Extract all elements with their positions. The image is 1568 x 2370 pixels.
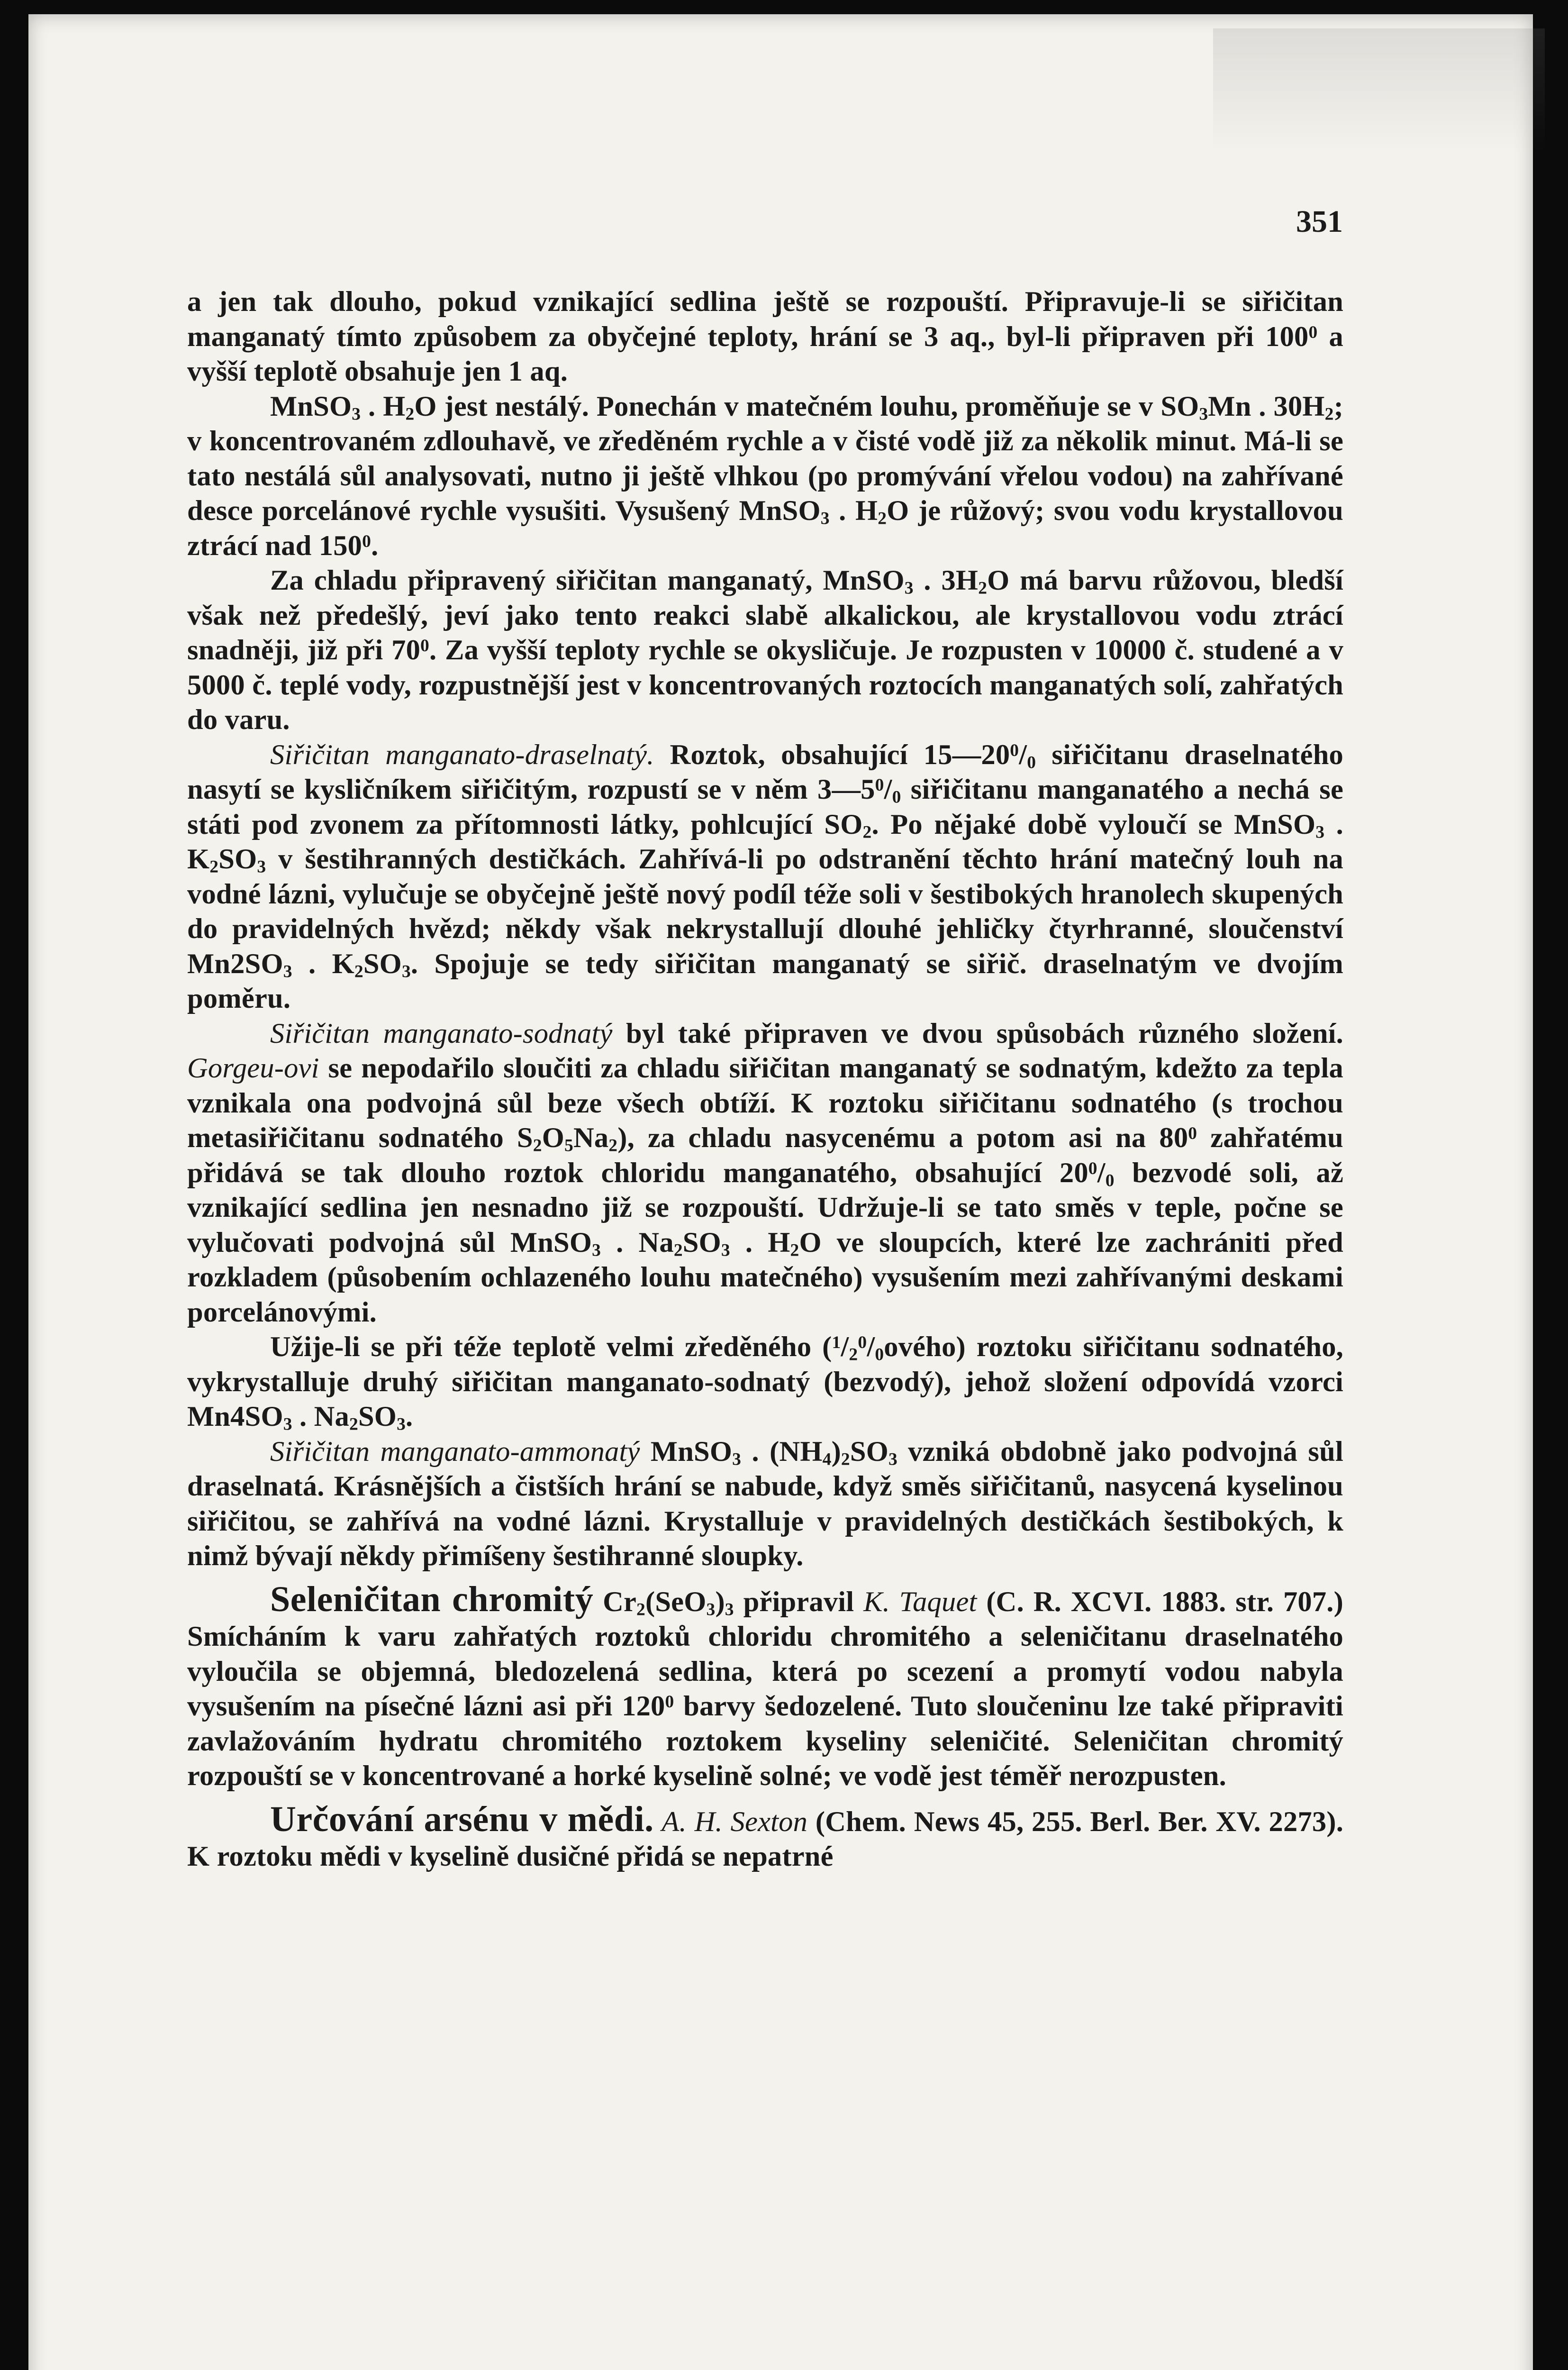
- subscript: 3: [283, 961, 292, 981]
- superscript: 0: [362, 531, 372, 551]
- subscript: 0: [875, 1345, 884, 1365]
- subscript: 2: [209, 857, 219, 877]
- italic-text: A. H. Sexton: [662, 1805, 808, 1838]
- subscript: 3: [257, 857, 266, 877]
- section-heading: Seleničitan chromitý: [270, 1579, 594, 1619]
- text-run: /: [1019, 738, 1027, 771]
- paragraph-p2: [187, 389, 1343, 564]
- subscript: 3: [888, 1449, 897, 1469]
- subscript: 2: [354, 961, 363, 981]
- body-text: [187, 284, 1343, 1874]
- subscript: 3: [732, 1449, 742, 1469]
- text-run: MnSO: [270, 390, 352, 422]
- text-run: . K: [187, 808, 1343, 875]
- subscript: 2: [405, 404, 415, 424]
- subscript: 2: [790, 1240, 799, 1260]
- text-run: ; v koncentrovaném zdlouhavě, ve zředěném rychle a v čisté vodě již za několik minut. Má-li se tato nestálá sůl analysovati, nutno ji ještě vlhkou (po promývání vřelou vodou) na zahřívané desce porcelánové rychle vysušiti. Vysušený MnSO: [187, 390, 1343, 527]
- paragraph-p4: [187, 738, 1343, 1016]
- paragraph-p7: [187, 1434, 1343, 1574]
- text-run: /: [867, 1331, 875, 1363]
- text-run: ): [831, 1435, 841, 1468]
- text-run: (C. R. XCVI. 1883. str. 707.) Smícháním k varu zahřatých roztoků chloridu chromitého a seleničitanu draselnatého vyloučila se objemná, bledozelená sedlina, která po scezení a promytí vodou nabyla vysušením na písečné lázni asi při 120: [187, 1586, 1343, 1722]
- subscript: 3: [725, 1599, 734, 1619]
- subscript: 3: [401, 961, 411, 981]
- italic-text: Siřičitan manganato-sodnatý: [270, 1017, 613, 1049]
- text-run: (SeO: [645, 1586, 707, 1618]
- text-run: MnSO: [640, 1435, 733, 1468]
- scan-smudge: [1213, 28, 1545, 152]
- subscript: 3: [352, 404, 361, 424]
- superscript: 0: [1088, 1158, 1097, 1178]
- paragraph-p1: [187, 284, 1343, 389]
- text-run: . Za vyšší teploty rychle se okysličuje. Je rozpusten v 10000 č. studené a v 5000 č. teplé vody, rozpustnější jest v koncentrovaných roztocích manganatých solí, zahřatých do varu.: [187, 634, 1343, 736]
- subscript: 2: [849, 1345, 858, 1365]
- subscript: 2: [533, 1136, 542, 1156]
- text-run: . K: [292, 948, 354, 980]
- text-run: siřičitanu draselnatého nasytí se kysličníkem siřičitým, rozpustí se v něm 3—5: [187, 738, 1343, 805]
- text-run: se nepodařilo sloučiti za chladu siřičitan manganatý se sodnatým, kdežto za tepla vznikala ona podvojná sůl beze všech obtíží. K roztoku siřičitanu sodnatého (s trochou metasiřičitanu sodnatého S: [187, 1052, 1343, 1154]
- subscript: 3: [904, 578, 914, 598]
- text-run: O jest nestálý. Ponechán v matečném louhu, proměňuje se v SO: [414, 390, 1199, 422]
- text-run: ), za chladu nasycenému a potom asi na 80: [617, 1122, 1188, 1154]
- subscript: 4: [822, 1449, 832, 1469]
- text-run: Užije-li se při téže teplotě velmi zředěného (: [270, 1331, 832, 1363]
- subscript: 5: [564, 1136, 573, 1156]
- text-run: O má barvu růžovou, bledší však než předešlý, jeví jako tento reakci slabě alkalickou, ale krystallovou vodu ztrácí snadněji, již při 70: [187, 565, 1344, 666]
- text-run: /: [841, 1331, 849, 1363]
- text-run: Za chladu připravený siřičitan manganatý, MnSO: [270, 565, 905, 596]
- superscript: 1: [832, 1333, 841, 1353]
- text-run: . H: [361, 390, 406, 422]
- page-number: 351: [1296, 204, 1343, 239]
- text-run: ): [715, 1586, 725, 1618]
- text-run: barvy šedozelené. Tuto sloučeninu lze také připraviti zavlažováním hydratu chromitého roztokem kyseliny seleničité. Seleničitan chromitý rozpouští se v koncentrované a horké kyselině solné; ve vodě jest téměř nerozpusten.: [187, 1690, 1343, 1792]
- paragraph-p9: [187, 1799, 1344, 1874]
- text-run: . Spojuje se tedy siřičitan manganatý se siřič. draselnatým ve dvojím poměru.: [187, 948, 1343, 1014]
- text-run: (Chem. News 45, 255. Berl. Ber. XV. 2273). K roztoku mědi v kyselině dusičné přidá se nepatrné: [187, 1805, 1344, 1872]
- text-run: Cr: [593, 1586, 637, 1618]
- section-heading: Určování arsénu v mědi.: [270, 1799, 654, 1839]
- subscript: 2: [1324, 404, 1334, 424]
- text-run: O je růžový; svou vodu krystallovou ztrácí nad 150: [187, 495, 1343, 562]
- text-run: . (NH: [741, 1435, 823, 1468]
- superscript: 0: [420, 636, 429, 656]
- paragraph-p8: [187, 1579, 1343, 1794]
- superscript: 0: [875, 775, 884, 795]
- subscript: 0: [1027, 752, 1036, 772]
- text-run: SO: [682, 1226, 721, 1258]
- text-run: ového) roztoku siřičitanu sodnatého, vykrystalluje druhý siřičitan manganato-sodnatý (bezvodý), jehož složení odpovídá vzorci Mn4SO: [187, 1331, 1343, 1432]
- text-run: byl také připraven ve dvou spůsobách různého složení.: [612, 1017, 1343, 1049]
- text-run: . Po nějaké době vyloučí se MnSO: [871, 808, 1316, 840]
- superscript: 0: [1188, 1124, 1197, 1144]
- text-run: SO: [363, 948, 402, 980]
- italic-text: Gorgeu-ovi: [187, 1052, 319, 1084]
- text-run: .: [406, 1401, 413, 1432]
- subscript: 2: [608, 1136, 618, 1156]
- subscript: 0: [1105, 1170, 1115, 1190]
- italic-text: Siřičitan manganato-draselnatý.: [270, 738, 654, 771]
- text-run: O: [542, 1122, 564, 1154]
- subscript: 3: [1199, 404, 1208, 424]
- text-run: siřičitanu manganatého a nechá se státi pod zvonem za přítomnosti látky, pohlcující SO: [187, 774, 1343, 840]
- text-run: Roztok, obsahující 15—20: [654, 738, 1010, 771]
- text-run: připravil: [734, 1586, 864, 1618]
- italic-text: Siřičitan manganato-ammonatý: [270, 1435, 640, 1468]
- subscript: 2: [878, 509, 887, 529]
- subscript: 2: [636, 1599, 645, 1619]
- superscript: 0: [858, 1333, 867, 1353]
- text-run: a vyšší teplotě obsahuje jen 1 aq.: [187, 320, 1343, 387]
- text-run: /: [884, 774, 892, 805]
- paragraph-p3: [187, 563, 1343, 738]
- subscript: 3: [820, 509, 830, 529]
- paragraph-p6: [187, 1330, 1343, 1434]
- subscript: 0: [892, 787, 901, 807]
- text-run: Mn . 30H: [1208, 390, 1325, 422]
- text-run: SO: [218, 843, 257, 875]
- subscript: 3: [397, 1414, 406, 1434]
- subscript: 2: [862, 822, 872, 842]
- text-run: [654, 1806, 662, 1838]
- subscript: 2: [978, 578, 988, 598]
- text-run: a jen tak dlouho, pokud vznikající sedlina ještě se rozpouští. Připravuje-li se siřičitan manganatý tímto způsobem za obyčejné teploty, hrání se 3 aq., byl-li připraven při 100: [187, 286, 1343, 353]
- text-run: . Na: [292, 1401, 349, 1432]
- superscript: 0: [1308, 322, 1318, 342]
- subscript: 3: [1315, 822, 1325, 842]
- text-run: . 3H: [913, 565, 979, 596]
- text-run: /: [1097, 1157, 1106, 1189]
- italic-text: K. Taquet: [863, 1586, 977, 1618]
- subscript: 2: [349, 1414, 358, 1434]
- text-run: bezvodé soli, až vznikající sedlina jen nesnadno již se rozpouští. Udržuje-li se tato směs v teple, počne se vylučovati podvojná sůl MnSO: [187, 1157, 1343, 1258]
- text-run: . H: [829, 495, 878, 527]
- superscript: 0: [1010, 740, 1019, 760]
- text-run: .: [371, 529, 379, 562]
- text-run: O ve sloupcích, které lze zachrániti před rozkladem (působením ochlazeného louhu matečného) vysušením mezi zahřívanými deskami porcelánovými.: [187, 1226, 1343, 1328]
- superscript: 0: [665, 1692, 674, 1712]
- text-run: Na: [573, 1122, 609, 1154]
- subscript: 3: [592, 1240, 601, 1260]
- subscript: 2: [673, 1240, 683, 1260]
- text-run: . H: [730, 1226, 790, 1258]
- text-run: vzniká obdobně jako podvojná sůl draselnatá. Krásnějších a čistších hrání se nabude, když směs siřičitanů, nasycená kyselinou siřičitou, se zahřívá na vodné lázni. Krystalluje v pravidelných destičkách šestibokých, k nimž bývají někdy přimíšeny šestihranné sloupky.: [187, 1435, 1343, 1572]
- subscript: 2: [841, 1449, 850, 1469]
- text-run: SO: [358, 1401, 397, 1432]
- text-run: SO: [850, 1435, 888, 1468]
- subscript: 3: [283, 1414, 292, 1434]
- subscript: 3: [706, 1599, 716, 1619]
- subscript: 3: [721, 1240, 730, 1260]
- paragraph-p5: [187, 1016, 1343, 1330]
- text-run: . Na: [601, 1226, 674, 1258]
- text-run: v šestihranných destičkách. Zahřívá-li po odstranění těchto hrání matečný louh na vodné lázni, vylučuje se obyčejně ještě nový podíl téže soli v šestibokých hranolech skupených do pravidelných hvězd; někdy však nekrystallují dlouhé jehličky čtyrhranné, sloučenství Mn2SO: [187, 843, 1343, 980]
- text-run: zahřatému přidává se tak dlouho roztok chloridu manganatého, obsahující 20: [187, 1122, 1343, 1189]
